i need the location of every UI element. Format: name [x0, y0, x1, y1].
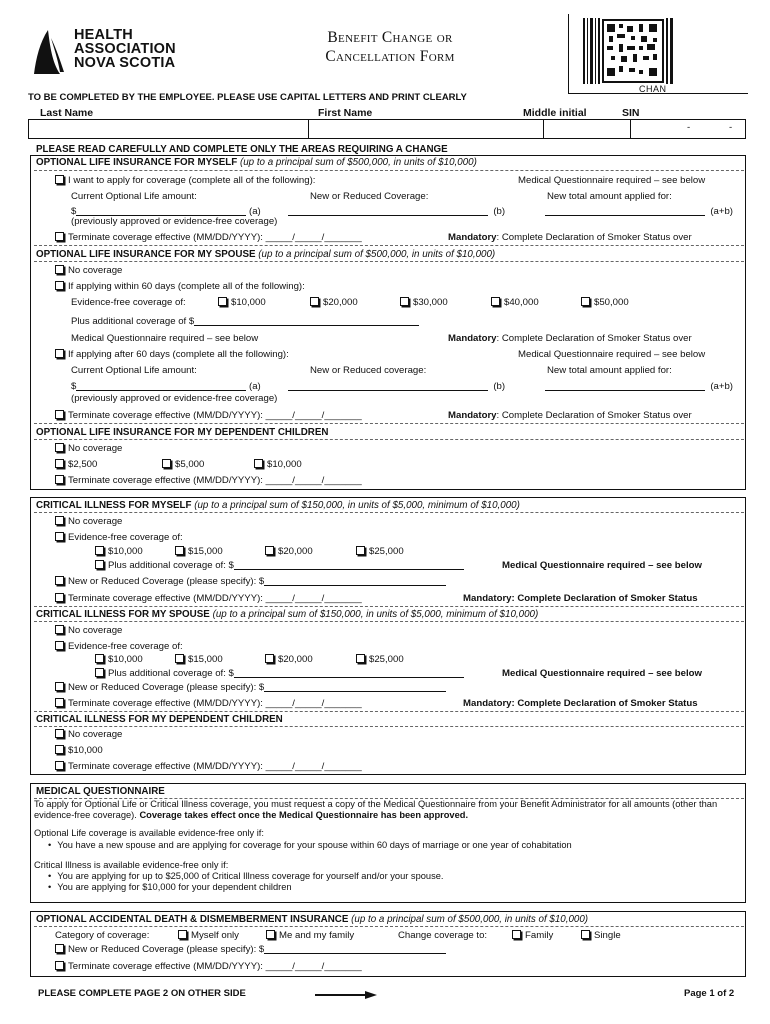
add-new-reduced[interactable]: New or Reduced Coverage (please specify): $	[55, 944, 446, 955]
ci-spouse-evidence[interactable]: Evidence-free coverage of:	[55, 641, 183, 652]
opt-life-children-title: OPTIONAL LIFE INSURANCE FOR MY DEPENDENT CHILDREN	[36, 427, 329, 438]
middle-initial-field[interactable]	[544, 120, 631, 138]
checkbox[interactable]	[55, 641, 64, 650]
checkbox[interactable]	[512, 930, 521, 939]
amount-b-field[interactable]: (b)	[288, 381, 505, 392]
checkbox[interactable]	[178, 930, 187, 939]
last-name-field[interactable]	[29, 120, 309, 138]
checkbox[interactable]	[162, 459, 171, 468]
amount-ab-field[interactable]: (a+b)	[545, 381, 733, 392]
amount-option[interactable]: $20,000	[265, 654, 313, 665]
amount-ab-field[interactable]: (a+b)	[545, 206, 733, 217]
checkbox[interactable]	[95, 654, 104, 663]
med-req-note: Medical Questionnaire required – see below	[518, 175, 706, 186]
list-item: • You have a new spouse and are applying for coverage for your spouse within 60 days of marriage or one year of cohabitation	[48, 840, 572, 850]
amount-option[interactable]: $2,500	[55, 459, 97, 470]
ci-children-terminate[interactable]: Terminate coverage effective (MM/DD/YYYY): _____/_____/_______	[55, 761, 362, 772]
add-terminate[interactable]: Terminate coverage effective (MM/DD/YYYY): _____/_____/_______	[55, 961, 362, 972]
med-req-note: Medical Questionnaire required – see below	[502, 560, 702, 571]
prev-note: (previously approved or evidence-free coverage)	[71, 393, 278, 404]
option-family[interactable]: Family	[512, 930, 553, 941]
checkbox[interactable]	[55, 961, 64, 970]
amount-option[interactable]: $15,000	[175, 654, 223, 665]
label-evidence-free: Evidence-free coverage of:	[71, 297, 186, 308]
checkbox[interactable]	[55, 349, 64, 358]
barcode-code: CHAN	[639, 84, 667, 94]
amount-option[interactable]: $10,000	[55, 745, 103, 756]
page-title: Benefit Change or Cancellation Form	[325, 29, 455, 65]
divider	[34, 926, 744, 927]
plus-additional-field[interactable]: Plus additional coverage of $	[71, 316, 419, 327]
opt-life-children-terminate[interactable]: Terminate coverage effective (MM/DD/YYYY): _____/_____/_______	[55, 475, 362, 486]
barcode	[568, 14, 748, 94]
life-intro: Optional Life coverage is available evidence-free only if:	[34, 828, 264, 838]
life-list	[48, 840, 572, 850]
opt-life-spouse-after60[interactable]: If applying after 60 days (complete all the following):	[55, 349, 289, 360]
option-me-family[interactable]: Me and my family	[266, 930, 354, 941]
sin-field[interactable]: - -	[687, 122, 733, 133]
first-name-field[interactable]	[309, 120, 544, 138]
checkbox[interactable]	[55, 232, 64, 241]
amount-option[interactable]: $5,000	[162, 459, 204, 470]
checkbox[interactable]	[95, 546, 104, 555]
mandatory-note: Mandatory: Complete Declaration of Smoker Status over	[448, 410, 692, 421]
medical-paragraph: To apply for Optional Life or Critical Illness coverage, you must request a copy of the Medical Questionnaire from your Benefit Administrator for all amounts (other than evidence-free coverage). Coverage takes effect once the Medical Questionnaire has been approved.	[34, 799, 718, 820]
checkbox[interactable]	[55, 459, 64, 468]
checkbox[interactable]	[266, 930, 275, 939]
checkbox[interactable]	[175, 654, 184, 663]
mandatory-note: Mandatory: Complete Declaration of Smoker Status	[463, 593, 698, 604]
divider	[34, 512, 744, 513]
amount-b-field[interactable]: (b)	[288, 206, 505, 217]
opt-life-spouse-no-cov[interactable]: No coverage	[55, 265, 122, 276]
opt-life-self-terminate[interactable]: Terminate coverage effective (MM/DD/YYYY): _____/_____/_______	[55, 232, 362, 243]
divider	[34, 423, 744, 424]
list-item: • You are applying for up to $25,000 of Critical Illness coverage for yourself and/or your spouse.	[48, 871, 444, 882]
page-number: Page 1 of 2	[684, 988, 735, 999]
checkbox[interactable]	[356, 654, 365, 663]
divider	[34, 245, 744, 246]
checkbox[interactable]	[265, 546, 274, 555]
checkbox[interactable]	[55, 944, 64, 953]
checkbox[interactable]	[491, 297, 500, 306]
ci-spouse-terminate[interactable]: Terminate coverage effective (MM/DD/YYYY): _____/_____/_______	[55, 698, 362, 709]
amount-option[interactable]: $30,000	[400, 297, 448, 308]
label-new-reduced: New or Reduced coverage:	[310, 365, 427, 376]
checkbox[interactable]	[55, 625, 64, 634]
logo-text: HEALTH ASSOCIATION NOVA SCOTIA	[74, 27, 176, 71]
amount-option[interactable]: $20,000	[265, 546, 313, 557]
label-middle-initial: Middle initial	[523, 107, 587, 119]
checkbox[interactable]	[55, 281, 64, 290]
label-category: Category of coverage:	[55, 930, 150, 941]
label-current: Current Optional Life amount:	[71, 191, 197, 202]
mandatory-note: Mandatory: Complete Declaration of Smoker Status over	[448, 232, 692, 243]
option-myself-only[interactable]: Myself only	[178, 930, 239, 941]
checkbox[interactable]	[55, 682, 64, 691]
divider	[34, 439, 744, 440]
label-current: Current Optional Life amount:	[71, 365, 197, 376]
opt-life-spouse-within60[interactable]: If applying within 60 days (complete all of the following):	[55, 281, 305, 292]
checkbox[interactable]	[265, 654, 274, 663]
divider	[34, 261, 744, 262]
medical-title: MEDICAL QUESTIONNAIRE	[36, 786, 165, 797]
checkbox[interactable]	[55, 475, 64, 484]
divider	[34, 606, 744, 607]
checkbox[interactable]	[254, 459, 263, 468]
mandatory-note: Mandatory: Complete Declaration of Smoker Status	[463, 698, 698, 709]
amount-option[interactable]: $50,000	[581, 297, 629, 308]
ci-list	[48, 871, 444, 893]
amount-option[interactable]: $10,000	[218, 297, 266, 308]
ci-self-new-reduced[interactable]: New or Reduced Coverage (please specify): $	[55, 576, 446, 587]
checkbox[interactable]	[581, 297, 590, 306]
checkbox[interactable]	[581, 930, 590, 939]
opt-life-self-apply[interactable]: I want to apply for coverage (complete all of the following):	[55, 175, 315, 186]
checkbox[interactable]	[55, 745, 64, 754]
checkbox[interactable]	[55, 175, 64, 184]
divider	[34, 711, 744, 712]
checkbox[interactable]	[55, 698, 64, 707]
opt-life-self-title: OPTIONAL LIFE INSURANCE FOR MYSELF (up to a principal sum of $500,000, in units of $10,000)	[36, 157, 477, 168]
amount-option[interactable]: $10,000	[254, 459, 302, 470]
divider	[34, 621, 744, 622]
label-first-name: First Name	[318, 107, 373, 119]
ci-self-no-cov[interactable]: No coverage	[55, 516, 122, 527]
med-req-note: Medical Questionnaire required – see below	[518, 349, 706, 360]
arrow-right-icon	[315, 990, 377, 1000]
checkbox[interactable]	[310, 297, 319, 306]
ci-children-title: CRITICAL ILLNESS FOR MY DEPENDENT CHILDREN	[36, 714, 283, 725]
checkbox[interactable]	[55, 593, 64, 602]
checkbox[interactable]	[55, 410, 64, 419]
opt-life-children-no-cov[interactable]: No coverage	[55, 443, 122, 454]
checkbox[interactable]	[55, 516, 64, 525]
checkbox[interactable]	[55, 729, 64, 738]
ci-spouse-no-cov[interactable]: No coverage	[55, 625, 122, 636]
ci-self-title: CRITICAL ILLNESS FOR MYSELF (up to a principal sum of $150,000, in units of $5,000, minimum of $10,000)	[36, 500, 520, 511]
read-note: PLEASE READ CAREFULLY AND COMPLETE ONLY THE AREAS REQUIRING A CHANGE	[36, 144, 448, 155]
amount-option[interactable]: $10,000	[95, 546, 143, 557]
sailboat-icon	[30, 28, 68, 78]
plus-additional-field[interactable]: Plus additional coverage of: $	[95, 668, 464, 679]
amount-option[interactable]: $20,000	[310, 297, 358, 308]
opt-life-spouse-terminate[interactable]: Terminate coverage effective (MM/DD/YYYY): _____/_____/_______	[55, 410, 362, 421]
name-entry-box	[28, 119, 746, 139]
label-new-reduced: New or Reduced Coverage:	[310, 191, 429, 202]
logo	[30, 28, 200, 80]
amount-option[interactable]: $25,000	[356, 546, 404, 557]
label-sin: SIN	[622, 107, 640, 119]
amount-option[interactable]: $15,000	[175, 546, 223, 557]
label-last-name: Last Name	[40, 107, 94, 119]
label-new-total: New total amount applied for:	[547, 191, 672, 202]
amount-a-field[interactable]: $ (a)	[71, 206, 261, 217]
option-single[interactable]: Single	[581, 930, 621, 941]
ci-intro: Critical Illness is available evidence-free only if:	[34, 860, 229, 870]
divider	[34, 170, 744, 171]
amount-a-field[interactable]: $ (a)	[71, 381, 261, 392]
plus-additional-field[interactable]: Plus additional coverage of: $	[95, 560, 464, 571]
ci-children-no-cov[interactable]: No coverage	[55, 729, 122, 740]
divider	[34, 726, 744, 727]
checkbox[interactable]	[55, 532, 64, 541]
ci-self-evidence[interactable]: Evidence-free coverage of:	[55, 532, 183, 543]
ci-spouse-title: CRITICAL ILLNESS FOR MY SPOUSE (up to a principal sum of $150,000, in units of $5,000, minimum of $10,000)	[36, 609, 539, 620]
checkbox[interactable]	[218, 297, 227, 306]
checkbox[interactable]	[55, 265, 64, 274]
footer-note: PLEASE COMPLETE PAGE 2 ON OTHER SIDE	[38, 988, 246, 999]
barcode-icon	[583, 18, 673, 84]
med-req-note: Medical Questionnaire required – see below	[502, 668, 702, 679]
ci-spouse-new-reduced[interactable]: New or Reduced Coverage (please specify): $	[55, 682, 446, 693]
checkbox[interactable]	[95, 668, 104, 677]
amount-option[interactable]: $10,000	[95, 654, 143, 665]
checkbox[interactable]	[55, 443, 64, 452]
prev-note: (previously approved or evidence-free coverage)	[71, 216, 278, 227]
label-new-total: New total amount applied for:	[547, 365, 672, 376]
opt-life-spouse-title: OPTIONAL LIFE INSURANCE FOR MY SPOUSE (up to a principal sum of $500,000, in units of $10,000)	[36, 249, 496, 260]
checkbox[interactable]	[95, 560, 104, 569]
add-title: OPTIONAL ACCIDENTAL DEATH & DISMEMBERMENT INSURANCE (up to a principal sum of $500,000, in units of $10,000)	[36, 914, 589, 925]
instruction: TO BE COMPLETED BY THE EMPLOYEE. PLEASE USE CAPITAL LETTERS AND PRINT CLEARLY	[28, 92, 467, 103]
checkbox[interactable]	[356, 546, 365, 555]
checkbox[interactable]	[55, 576, 64, 585]
checkbox[interactable]	[175, 546, 184, 555]
amount-option[interactable]: $40,000	[491, 297, 539, 308]
checkbox[interactable]	[55, 761, 64, 770]
mandatory-note: Mandatory: Complete Declaration of Smoker Status over	[448, 333, 692, 344]
ci-self-terminate[interactable]: Terminate coverage effective (MM/DD/YYYY): _____/_____/_______	[55, 593, 362, 604]
list-item: • You are applying for $10,000 for your dependent children	[48, 882, 444, 893]
checkbox[interactable]	[400, 297, 409, 306]
med-req-note: Medical Questionnaire required – see below	[71, 333, 259, 344]
label-change-to: Change coverage to:	[398, 930, 488, 941]
amount-option[interactable]: $25,000	[356, 654, 404, 665]
